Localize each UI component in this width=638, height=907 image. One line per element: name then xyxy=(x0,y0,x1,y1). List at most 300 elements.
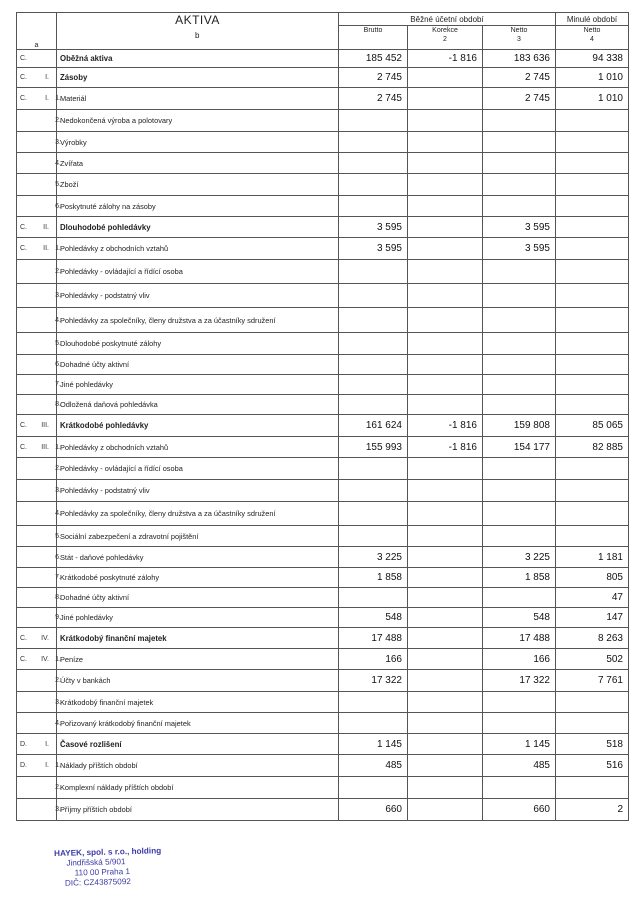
row-code-c3: 1. xyxy=(55,655,61,663)
row-value-netto: 2 745 xyxy=(483,88,556,110)
row-code-c3: 9. xyxy=(55,614,61,621)
row-code-c2: II. xyxy=(43,223,49,231)
table-body xyxy=(17,50,629,821)
row-value-brutto xyxy=(339,480,408,502)
row-code xyxy=(17,547,61,568)
table-row xyxy=(17,284,629,308)
row-value-korekce xyxy=(408,692,483,713)
stamp-tax-id: DIČ: CZ43875092 xyxy=(64,877,131,888)
row-label: Náklady příštích období xyxy=(57,755,339,777)
row-code xyxy=(17,755,61,777)
row-label: Pořizovaný krátkodobý finanční majetek xyxy=(57,713,339,734)
row-code-c1: C. xyxy=(20,655,27,663)
row-code-c1: C. xyxy=(20,422,27,429)
row-value-brutto xyxy=(339,333,408,355)
row-label: Oběžná aktiva xyxy=(57,50,339,68)
table-row xyxy=(17,88,629,110)
row-value-brutto xyxy=(339,395,408,415)
table-row xyxy=(17,153,629,174)
table-row xyxy=(17,649,629,670)
balance-sheet-table xyxy=(16,12,629,821)
aktiva-title: AKTIVA xyxy=(175,13,220,27)
korekce-header: Korekce 2 xyxy=(408,26,483,50)
row-label: Krátkodobé pohledávky xyxy=(57,415,339,437)
table-row xyxy=(17,415,629,437)
table-row xyxy=(17,132,629,153)
row-value-prev xyxy=(556,502,629,526)
row-value-korekce xyxy=(408,608,483,628)
row-value-korekce xyxy=(408,755,483,777)
row-code xyxy=(17,50,57,68)
row-value-netto xyxy=(483,132,556,153)
row-code-c1: C. xyxy=(20,95,27,102)
row-value-korekce: -1 816 xyxy=(408,50,483,68)
row-value-netto xyxy=(483,308,556,333)
row-value-prev xyxy=(556,480,629,502)
row-label: Pohledávky - ovládající a řídící osoba xyxy=(57,458,339,480)
row-value-brutto xyxy=(339,260,408,284)
row-value-brutto: 2 745 xyxy=(339,68,408,88)
row-code xyxy=(17,692,61,713)
row-label: Příjmy příštích období xyxy=(57,799,339,821)
row-code xyxy=(17,502,61,526)
table-row xyxy=(17,502,629,526)
row-code xyxy=(17,153,61,174)
row-code-c3: 5. xyxy=(55,532,61,540)
stamp-company-name: HAYEK, spol. s r.o., holding xyxy=(54,846,162,858)
row-value-korekce xyxy=(408,568,483,588)
table-row xyxy=(17,713,629,734)
stamp-city: 110 00 Praha 1 xyxy=(74,867,131,878)
row-value-prev: 516 xyxy=(556,755,629,777)
row-code-c2: I. xyxy=(45,740,49,748)
row-code-c3: 1. xyxy=(55,762,61,769)
row-value-korekce xyxy=(408,355,483,375)
row-code xyxy=(17,649,61,670)
row-value-prev xyxy=(556,132,629,153)
row-label: Dohadné účty aktivní xyxy=(57,355,339,375)
row-code xyxy=(17,526,61,547)
row-value-prev xyxy=(556,458,629,480)
row-label: Pohledávky za společníky, členy družstva a za účastníky sdružení xyxy=(57,308,339,333)
row-value-prev xyxy=(556,284,629,308)
table-row xyxy=(17,628,629,649)
row-value-prev xyxy=(556,713,629,734)
row-label: Pohledávky za společníky, členy družstva a za účastníky sdružení xyxy=(57,502,339,526)
column-b-label: b xyxy=(195,31,200,40)
row-value-korekce xyxy=(408,777,483,799)
row-code-c3: 6. xyxy=(55,553,61,561)
row-code xyxy=(17,458,61,480)
row-value-prev xyxy=(556,375,629,395)
row-code-c1: C. xyxy=(20,74,27,81)
row-code xyxy=(17,375,61,395)
row-value-korekce xyxy=(408,628,483,649)
row-value-korekce xyxy=(408,333,483,355)
row-code-c2: III. xyxy=(41,422,49,429)
row-value-korekce xyxy=(408,649,483,670)
table-row xyxy=(17,777,629,799)
row-value-prev xyxy=(556,196,629,217)
row-code-c3: 8. xyxy=(55,594,61,601)
row-value-netto: 3 225 xyxy=(483,547,556,568)
row-code-c3: 2. xyxy=(55,465,61,472)
row-code xyxy=(17,628,57,649)
row-code-c3: 4. xyxy=(55,159,61,167)
row-code xyxy=(17,355,61,375)
row-value-brutto xyxy=(339,132,408,153)
row-code-c3: 3. xyxy=(55,806,61,813)
row-value-korekce xyxy=(408,670,483,692)
row-value-brutto: 1 145 xyxy=(339,734,408,755)
row-value-prev: 502 xyxy=(556,649,629,670)
column-a-header: a xyxy=(17,13,57,50)
table-row xyxy=(17,395,629,415)
table-row xyxy=(17,196,629,217)
row-label: Zboží xyxy=(57,174,339,196)
row-value-brutto: 485 xyxy=(339,755,408,777)
table-row xyxy=(17,458,629,480)
row-value-brutto: 17 322 xyxy=(339,670,408,692)
brutto-header: Brutto xyxy=(339,26,408,50)
row-value-netto xyxy=(483,458,556,480)
row-code xyxy=(17,568,61,588)
row-code-c3: 1. xyxy=(55,245,61,252)
row-value-netto: 183 636 xyxy=(483,50,556,68)
row-value-korekce xyxy=(408,196,483,217)
row-value-prev: 2 xyxy=(556,799,629,821)
row-value-prev xyxy=(556,238,629,260)
row-code-c3: 1. xyxy=(55,95,61,102)
row-label: Dlouhodobé pohledávky xyxy=(57,217,339,238)
table-row xyxy=(17,333,629,355)
row-value-korekce xyxy=(408,799,483,821)
row-code xyxy=(17,284,61,308)
row-value-brutto: 185 452 xyxy=(339,50,408,68)
row-value-brutto xyxy=(339,153,408,174)
table-row xyxy=(17,260,629,284)
row-value-korekce xyxy=(408,153,483,174)
row-value-brutto: 548 xyxy=(339,608,408,628)
table-row xyxy=(17,437,629,458)
row-value-korekce: -1 816 xyxy=(408,415,483,437)
row-value-brutto: 17 488 xyxy=(339,628,408,649)
row-value-netto xyxy=(483,174,556,196)
row-code-c3: 6. xyxy=(55,202,61,210)
row-value-brutto: 166 xyxy=(339,649,408,670)
row-value-netto xyxy=(483,333,556,355)
row-value-brutto: 1 858 xyxy=(339,568,408,588)
row-value-prev xyxy=(556,777,629,799)
row-value-brutto xyxy=(339,110,408,132)
row-label: Časové rozlišení xyxy=(57,734,339,755)
row-value-brutto xyxy=(339,502,408,526)
row-code-c1: C. xyxy=(20,443,27,451)
row-value-brutto xyxy=(339,284,408,308)
row-code xyxy=(17,110,61,132)
table-row xyxy=(17,608,629,628)
row-label: Materiál xyxy=(57,88,339,110)
row-value-netto xyxy=(483,502,556,526)
row-value-korekce xyxy=(408,588,483,608)
row-value-netto xyxy=(483,260,556,284)
row-value-prev xyxy=(556,526,629,547)
table-row xyxy=(17,588,629,608)
row-value-prev: 1 010 xyxy=(556,68,629,88)
row-label: Zvířata xyxy=(57,153,339,174)
row-label: Pohledávky - podstatný vliv xyxy=(57,284,339,308)
netto-header: Netto 3 xyxy=(483,26,556,50)
row-code-c2: I. xyxy=(45,74,49,81)
row-code xyxy=(17,196,61,217)
table-row xyxy=(17,670,629,692)
row-label: Krátkodobý finanční majetek xyxy=(57,628,339,649)
row-value-netto: 1 858 xyxy=(483,568,556,588)
row-code-c3: 3. xyxy=(55,698,61,706)
row-label: Pohledávky - podstatný vliv xyxy=(57,480,339,502)
row-value-korekce xyxy=(408,238,483,260)
row-code xyxy=(17,480,61,502)
row-code-c3: 2. xyxy=(55,784,61,791)
row-value-korekce xyxy=(408,713,483,734)
table-row xyxy=(17,174,629,196)
row-value-prev: 1 181 xyxy=(556,547,629,568)
row-value-korekce xyxy=(408,375,483,395)
row-value-netto: 548 xyxy=(483,608,556,628)
row-label: Krátkodobý finanční majetek xyxy=(57,692,339,713)
row-value-prev xyxy=(556,308,629,333)
row-code-c2: II. xyxy=(43,245,49,252)
row-value-netto xyxy=(483,284,556,308)
row-value-korekce xyxy=(408,502,483,526)
row-code xyxy=(17,799,61,821)
row-value-korekce xyxy=(408,547,483,568)
row-code xyxy=(17,415,57,437)
row-value-netto: 1 145 xyxy=(483,734,556,755)
row-value-netto xyxy=(483,110,556,132)
row-code-c3: 4. xyxy=(55,316,61,324)
row-code xyxy=(17,238,61,260)
row-value-brutto xyxy=(339,355,408,375)
row-value-prev xyxy=(556,260,629,284)
row-value-korekce xyxy=(408,132,483,153)
table-row xyxy=(17,480,629,502)
row-value-korekce xyxy=(408,526,483,547)
row-code xyxy=(17,588,61,608)
table-row xyxy=(17,110,629,132)
row-value-korekce xyxy=(408,217,483,238)
row-value-brutto: 3 595 xyxy=(339,217,408,238)
table-row xyxy=(17,692,629,713)
row-value-prev: 94 338 xyxy=(556,50,629,68)
row-label: Jiné pohledávky xyxy=(57,375,339,395)
row-code xyxy=(17,395,61,415)
row-value-korekce xyxy=(408,734,483,755)
row-code xyxy=(17,132,61,153)
company-stamp xyxy=(54,846,162,889)
row-value-brutto xyxy=(339,713,408,734)
table-row xyxy=(17,526,629,547)
row-value-netto xyxy=(483,153,556,174)
row-value-prev xyxy=(556,174,629,196)
row-value-prev: 147 xyxy=(556,608,629,628)
row-code xyxy=(17,260,61,284)
row-value-prev xyxy=(556,692,629,713)
row-code xyxy=(17,333,61,355)
table-row xyxy=(17,355,629,375)
row-code-c3: 2. xyxy=(55,268,61,275)
previous-period-header: Minulé období xyxy=(556,13,629,26)
row-label: Nedokončená výroba a polotovary xyxy=(57,110,339,132)
row-label: Dohadné účty aktivní xyxy=(57,588,339,608)
row-code-c1: C. xyxy=(20,245,27,252)
table-row xyxy=(17,375,629,395)
row-code-c3: 3. xyxy=(55,292,61,299)
table-row xyxy=(17,238,629,260)
row-label: Sociální zabezpečení a zdravotní pojištění xyxy=(57,526,339,547)
row-code-c3: 7. xyxy=(55,574,61,581)
row-code-c3: 6. xyxy=(55,361,61,368)
row-value-brutto xyxy=(339,458,408,480)
table-row xyxy=(17,68,629,88)
row-value-brutto: 3 225 xyxy=(339,547,408,568)
row-code-c1: D. xyxy=(20,740,27,748)
row-value-netto xyxy=(483,196,556,217)
row-code xyxy=(17,217,57,238)
row-value-prev: 47 xyxy=(556,588,629,608)
row-code-c1: C. xyxy=(20,634,27,642)
row-label: Pohledávky z obchodních vztahů xyxy=(57,238,339,260)
row-code xyxy=(17,68,57,88)
table-row xyxy=(17,547,629,568)
table-row xyxy=(17,568,629,588)
row-code-c3: 5. xyxy=(55,181,61,188)
row-value-prev: 85 065 xyxy=(556,415,629,437)
row-code xyxy=(17,713,61,734)
row-label: Poskytnuté zálohy na zásoby xyxy=(57,196,339,217)
row-code xyxy=(17,734,57,755)
row-value-netto: 166 xyxy=(483,649,556,670)
table-row xyxy=(17,308,629,333)
row-value-korekce: -1 816 xyxy=(408,437,483,458)
row-value-prev: 8 263 xyxy=(556,628,629,649)
row-value-korekce xyxy=(408,458,483,480)
row-label: Peníze xyxy=(57,649,339,670)
row-label: Pohledávky - ovládající a řídící osoba xyxy=(57,260,339,284)
row-value-netto: 17 488 xyxy=(483,628,556,649)
row-value-prev xyxy=(556,395,629,415)
row-value-brutto: 3 595 xyxy=(339,238,408,260)
row-label: Účty v bankách xyxy=(57,670,339,692)
row-code-c1: C. xyxy=(20,55,27,62)
row-code-c3: 7. xyxy=(55,381,61,388)
row-value-korekce xyxy=(408,308,483,333)
row-value-netto xyxy=(483,526,556,547)
row-value-prev: 1 010 xyxy=(556,88,629,110)
row-value-netto: 159 808 xyxy=(483,415,556,437)
row-code-c3: 2. xyxy=(55,117,61,124)
row-code-c2: IV. xyxy=(41,655,49,663)
row-code xyxy=(17,608,61,628)
table-row xyxy=(17,799,629,821)
row-code-c2: I. xyxy=(45,95,49,102)
row-value-netto: 2 745 xyxy=(483,68,556,88)
row-value-korekce xyxy=(408,68,483,88)
row-value-brutto xyxy=(339,692,408,713)
row-value-netto: 3 595 xyxy=(483,217,556,238)
row-value-netto: 154 177 xyxy=(483,437,556,458)
row-value-brutto: 161 624 xyxy=(339,415,408,437)
row-code-c1: D. xyxy=(20,762,27,769)
row-label: Pohledávky z obchodních vztahů xyxy=(57,437,339,458)
row-value-prev: 82 885 xyxy=(556,437,629,458)
row-code-c3: 4. xyxy=(55,510,61,517)
row-code xyxy=(17,308,61,333)
row-value-netto xyxy=(483,375,556,395)
row-value-prev: 805 xyxy=(556,568,629,588)
row-code-c3: 3. xyxy=(55,138,61,146)
row-value-brutto: 660 xyxy=(339,799,408,821)
row-label: Jiné pohledávky xyxy=(57,608,339,628)
netto-prev-header: Netto 4 xyxy=(556,26,629,50)
row-code-c3: 8. xyxy=(55,401,61,408)
row-value-prev xyxy=(556,153,629,174)
row-value-netto xyxy=(483,480,556,502)
current-period-header: Běžné účetní období xyxy=(339,13,556,26)
table-row xyxy=(17,755,629,777)
row-value-korekce xyxy=(408,260,483,284)
row-value-korekce xyxy=(408,284,483,308)
aktiva-header xyxy=(57,13,339,50)
row-value-korekce xyxy=(408,174,483,196)
row-code-c3: 5. xyxy=(55,340,61,347)
row-value-prev: 518 xyxy=(556,734,629,755)
row-code-c2: I. xyxy=(45,762,49,769)
row-value-netto xyxy=(483,395,556,415)
row-value-netto: 17 322 xyxy=(483,670,556,692)
row-value-netto: 3 595 xyxy=(483,238,556,260)
row-code xyxy=(17,670,61,692)
row-code xyxy=(17,174,61,196)
row-value-netto xyxy=(483,588,556,608)
row-value-netto xyxy=(483,692,556,713)
row-code xyxy=(17,777,61,799)
table-header xyxy=(17,13,629,50)
row-value-brutto: 2 745 xyxy=(339,88,408,110)
row-value-netto xyxy=(483,355,556,375)
row-code-c1: C. xyxy=(20,223,27,231)
row-value-prev xyxy=(556,355,629,375)
row-value-brutto xyxy=(339,777,408,799)
row-code-c3: 4. xyxy=(55,719,61,727)
row-label: Krátkodobé poskytnuté zálohy xyxy=(57,568,339,588)
row-value-netto xyxy=(483,777,556,799)
row-value-netto: 660 xyxy=(483,799,556,821)
row-value-korekce xyxy=(408,480,483,502)
row-label: Odložená daňová pohledávka xyxy=(57,395,339,415)
row-label: Stát - daňové pohledávky xyxy=(57,547,339,568)
row-value-brutto xyxy=(339,308,408,333)
row-value-korekce xyxy=(408,88,483,110)
row-label: Dlouhodobé poskytnuté zálohy xyxy=(57,333,339,355)
row-code-c2: IV. xyxy=(41,634,49,642)
row-value-netto xyxy=(483,713,556,734)
row-value-brutto: 155 993 xyxy=(339,437,408,458)
row-code xyxy=(17,88,61,110)
row-value-korekce xyxy=(408,110,483,132)
stamp-street: Jindřišská 5/901 xyxy=(66,857,126,868)
row-value-brutto xyxy=(339,526,408,547)
